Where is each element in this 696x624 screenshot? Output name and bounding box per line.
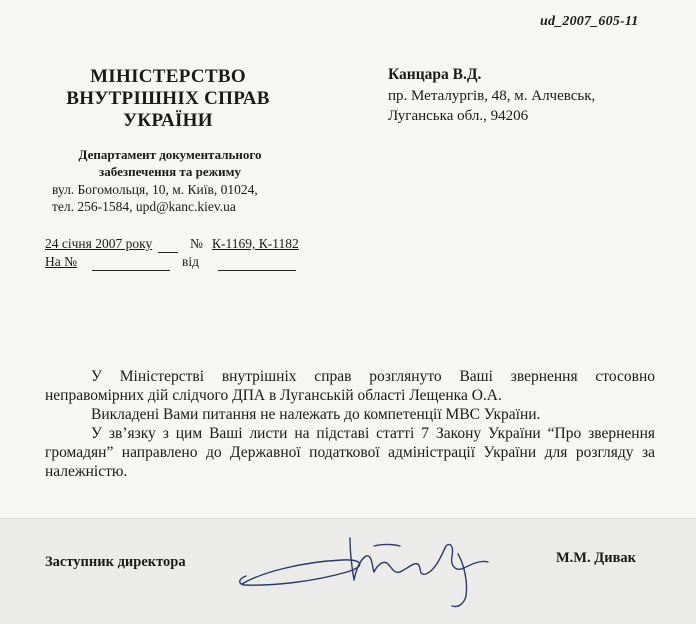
ministry-title-line1: МІНІСТЕРСТВО bbox=[90, 66, 246, 87]
reference-date-label: від bbox=[182, 254, 199, 269]
reference-number-label: На № bbox=[45, 254, 77, 269]
recipient-address-line2: Луганська обл., 94206 bbox=[388, 108, 529, 124]
ministry-title bbox=[48, 66, 288, 132]
handwritten-signature bbox=[232, 524, 532, 614]
department-line1: Департамент документального bbox=[78, 147, 262, 162]
recipient-name: Канцара В.Д. bbox=[388, 66, 482, 83]
reference-number-blank bbox=[92, 270, 170, 271]
ministry-title-line2: ВНУТРІШНІХ СПРАВ bbox=[66, 88, 270, 109]
department-line2: забезпечення та режиму bbox=[99, 164, 241, 179]
outgoing-number: К-1169, К-1182 bbox=[212, 236, 299, 251]
body-paragraph-1: У Міністерстві внутрішніх справ розглянуто Ваші звернення стосовно неправомірних дій слідчого ДПА в Луганській області Лещенка О.А. bbox=[45, 368, 655, 404]
outgoing-date: 24 січня 2007 року bbox=[45, 236, 153, 251]
body-paragraph-3: У зв’язку з цим Ваші листи на підставі статті 7 Закону України “Про звернення громадян” направлено до Державної податкової адміністрації України для розгляду за належністю. bbox=[45, 425, 655, 480]
letter-body bbox=[45, 367, 655, 481]
ministry-address: вул. Богомольця, 10, м. Київ, 01024, bbox=[52, 182, 258, 197]
signatory-name: М.М. Дивак bbox=[556, 550, 637, 566]
document-reference: ud_2007_605-11 bbox=[540, 14, 639, 29]
outgoing-date-underline bbox=[158, 252, 178, 253]
signatory-role: Заступник директора bbox=[45, 554, 186, 570]
reference-date-blank bbox=[218, 270, 296, 271]
department-name bbox=[40, 146, 300, 180]
outgoing-number-label: № bbox=[190, 236, 203, 251]
body-paragraph-2: Викладені Вами питання не належать до компетенції МВС України. bbox=[91, 406, 541, 423]
ministry-contacts: тел. 256-1584, upd@kanc.kiev.ua bbox=[52, 199, 236, 214]
ministry-title-line3: УКРАЇНИ bbox=[123, 110, 213, 131]
recipient-address-line1: пр. Металургів, 48, м. Алчевськ, bbox=[388, 88, 596, 104]
